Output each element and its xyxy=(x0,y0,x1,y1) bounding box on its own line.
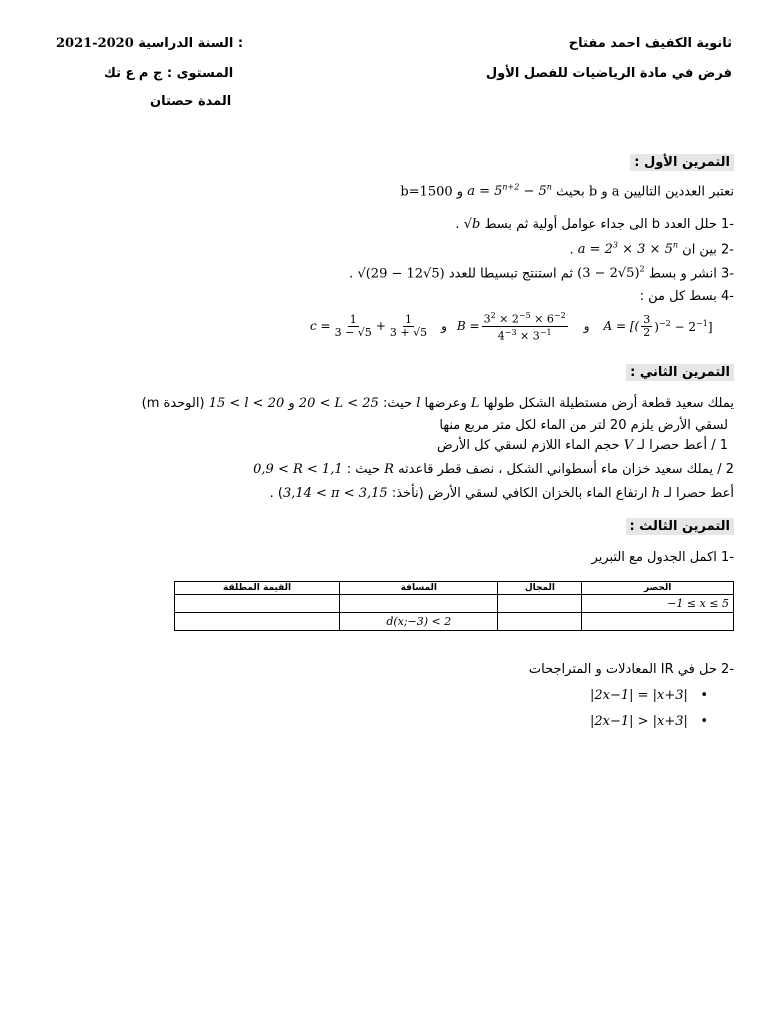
table-row xyxy=(175,613,734,631)
ex2-line1-text-b: وعرضها xyxy=(424,396,467,411)
table-header: المجال xyxy=(498,582,582,595)
ex3-eq2 xyxy=(590,714,708,729)
ex2-q1-text-a: 1 / أعط حصرا لـ xyxy=(637,438,728,453)
school-year-label: السنة الدراسية : xyxy=(138,36,244,51)
school-year-value: 2021-2020 xyxy=(56,36,134,51)
ex2-unit: (الوحدة m) xyxy=(141,396,205,411)
table-header: المسافة xyxy=(340,582,498,595)
ex3-q1: -1 اكمل الجدول مع التبرير xyxy=(591,550,734,565)
ex3-title: التمرين الثالث : xyxy=(626,518,734,535)
ex2-line1-text-c: حيث: xyxy=(382,396,413,411)
table-cell xyxy=(582,613,734,631)
ex2-line1: يملك سعيد قطعة أرض مستطيلة الشكل طولها L وعرضها l حيث: 20 < L < 25 و 15 < l < 20 (الوحدة m) xyxy=(141,396,734,411)
ex3-eq1-text: |2x−1| = |x+3| xyxy=(589,688,688,703)
ex1-q2: -2 بين ان $a = 2^3 \times 3 \times 5^n$ . xyxy=(569,241,734,258)
ex1-b-def: b=1500 xyxy=(400,184,453,200)
ex2-line2: لسقي الأرض يلزم 20 لتر من الماء لكل متر مربع منها xyxy=(439,418,728,433)
ex1-q1: -1 حلل العدد b الى جداء عوامل أولية ثم بسط √b . xyxy=(455,217,734,232)
table-cell xyxy=(498,595,582,613)
level: المستوى : ج م ع تك xyxy=(104,66,234,81)
ex2-q1-text-b: حجم الماء اللازم لسقي كل الأرض xyxy=(436,438,620,453)
ex2-line5-text-a: أعط حصرا لـ xyxy=(664,486,734,501)
ex3-eq1 xyxy=(590,688,708,703)
duration: المدة حصتان xyxy=(150,94,232,109)
table-row xyxy=(175,595,734,613)
ex1-expressions: c = $\frac{1}{3 - √5}$ + $\frac{1}{3 + √5}$ و B = $\frac{3^2 \times 2^{-5} \times 6^{-2}}{4^{-3} \times 3^{-1}}$ و A = [( $\frac{3}{2}$ )$^{-2} - 2^{-1}$] xyxy=(310,311,713,343)
ex2-q2-text-a: 2 / يملك سعيد خزان ماء أسطواني الشكل ، نصف قطر قاعدته xyxy=(398,462,734,477)
school-year xyxy=(56,36,243,51)
table-header-row xyxy=(175,582,734,595)
ex2-q2-text-b: حيث : xyxy=(346,462,380,477)
table-cell xyxy=(175,613,340,631)
ex2-q1: 1 / أعط حصرا لـ V حجم الماء اللازم لسقي كل الأرض xyxy=(436,438,728,453)
ex1-q4-text: بسط كل من : xyxy=(639,289,717,304)
ex1-q2-text: بين ان xyxy=(682,242,717,258)
ex3-q2-text: حل في IR المعادلات و المتراجحات xyxy=(528,662,717,677)
ex3-q1-text: اكمل الجدول مع التبرير xyxy=(591,550,717,565)
ex1-intro: نعتبر العددين التاليين a و b بحيث $a = 5^{n+2} - 5^n$ و b=1500 xyxy=(400,183,734,200)
table-header: القيمة المطلقة xyxy=(175,582,340,595)
ex2-line5: أعط حصرا لـ h ارتفاع الماء بالخزان الكافي لسقي الأرض (نأخذ: 3,14 < π < 3,15) . xyxy=(269,486,734,501)
ex1-q1-text: حلل العدد b الى جداء عوامل أولية ثم بسط xyxy=(484,217,717,232)
bullet-icon: • xyxy=(700,714,708,729)
ex1-intro-text: نعتبر العددين التاليين xyxy=(623,184,734,200)
ex2-title: التمرين الثاني : xyxy=(626,364,734,381)
ex1-q3: -3 انشر و بسط $(3 - 2√5)^2$ ثم استنتج تبسيطا للعدد √(29 − 12√5) . xyxy=(349,265,734,282)
table-cell: −1 ≤ x ≤ 5 xyxy=(582,595,734,613)
exam-title: فرض في مادة الرياضيات للفصل الأول xyxy=(485,66,732,81)
ex3-table xyxy=(174,581,734,631)
bullet-icon: • xyxy=(700,688,708,703)
table-cell xyxy=(340,595,498,613)
ex2-q2: 2 / يملك سعيد خزان ماء أسطواني الشكل ، نصف قطر قاعدته R حيث : 0,9 < R < 1,1 xyxy=(253,462,734,477)
table-cell: d(x;−3) < 2 xyxy=(340,613,498,631)
ex1-a-def: $a = 5^{n+2} - 5^n$ xyxy=(467,183,552,200)
ex3-eq2-text: |2x−1| > |x+3| xyxy=(589,714,688,729)
table-cell xyxy=(175,595,340,613)
ex3-q2: -2 حل في IR المعادلات و المتراجحات xyxy=(528,662,734,677)
ex2-line1-text-a: يملك سعيد قطعة أرض مستطيلة الشكل طولها xyxy=(483,396,734,411)
ex2-line5-text-b: ارتفاع الماء بالخزان الكافي لسقي الأرض (نأخذ: xyxy=(391,486,648,501)
ex1-q4: -4 بسط كل من : xyxy=(639,289,734,304)
table-cell xyxy=(498,613,582,631)
school-name: ثانوية الكفيف احمد مفتاح xyxy=(568,36,732,51)
ex1-title: التمرين الأول : xyxy=(630,154,734,171)
table-header: الحصر xyxy=(582,582,734,595)
ex1-q3-text-a: انشر و بسط xyxy=(648,266,717,282)
ex1-q3-text-b: ثم استنتج تبسيطا للعدد xyxy=(448,266,573,282)
